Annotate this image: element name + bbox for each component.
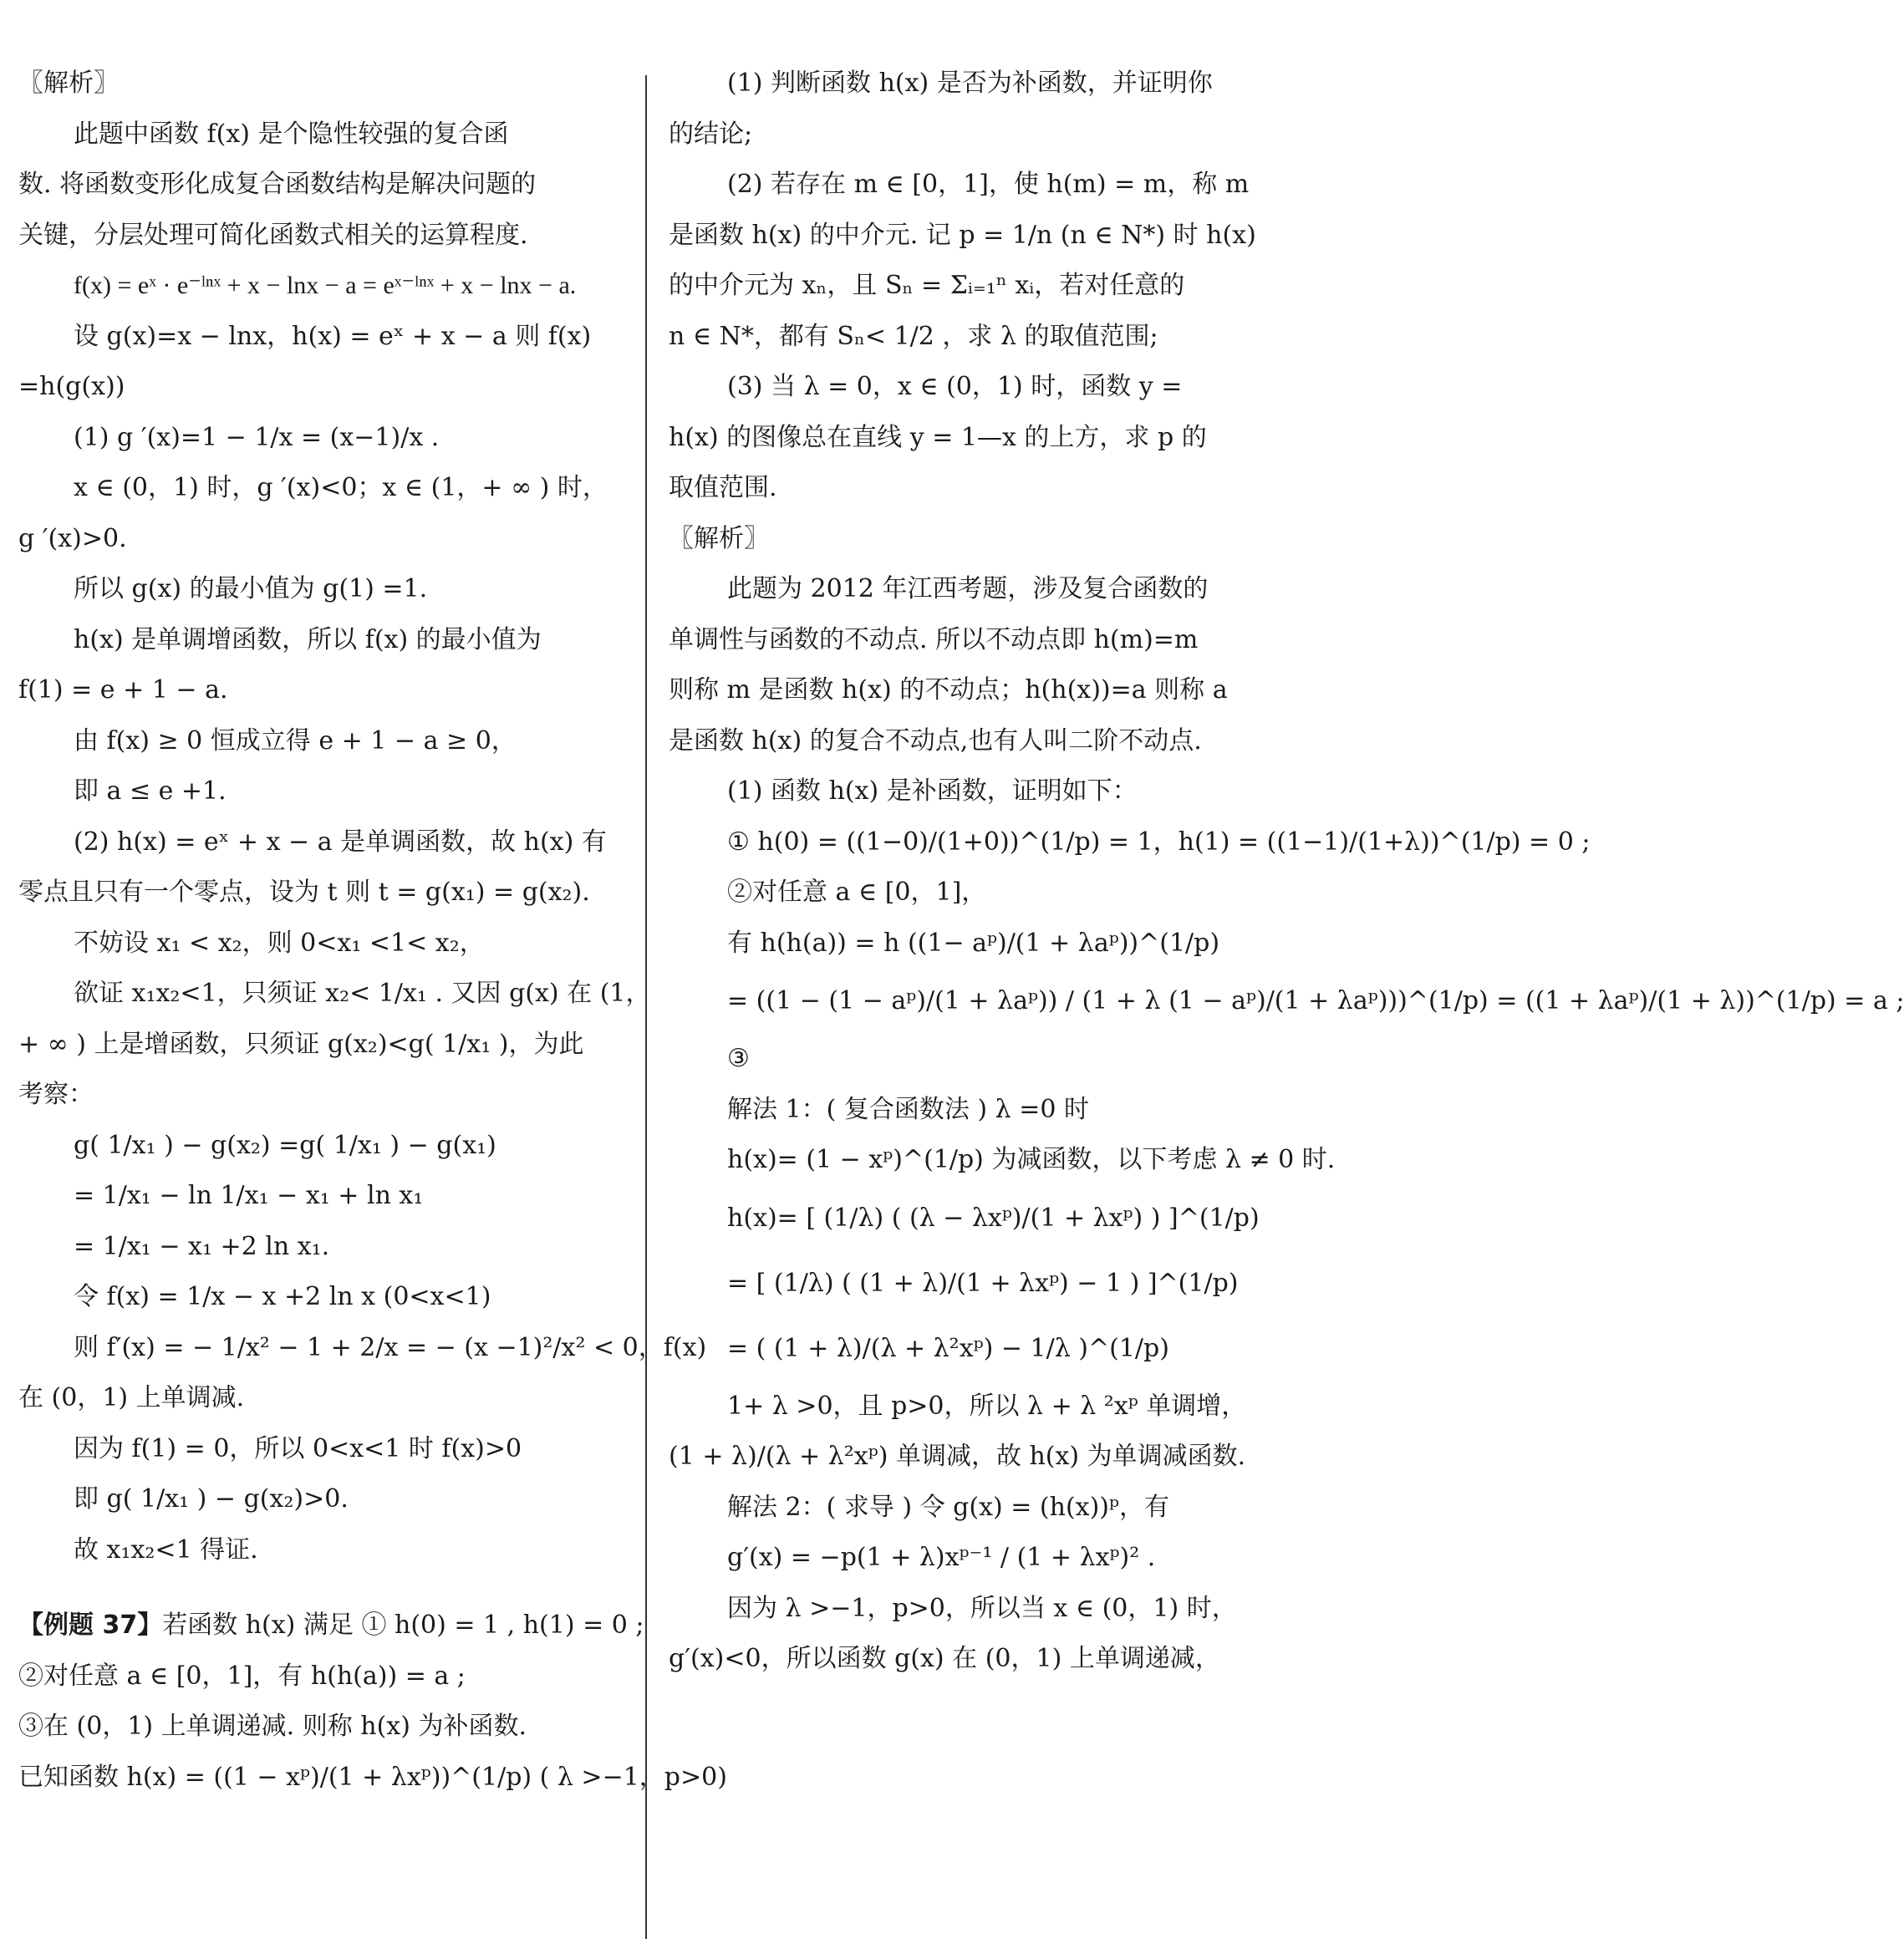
formula-line: = ((1 − (1 − aᵖ)/(1 + λaᵖ)) / (1 + λ (1 − aᵖ)/(1 + λaᵖ)))^(1/p) = ((1 + λaᵖ)/(1 + λ))^(1/p) = a ; <box>727 986 1904 1015</box>
text-line: 1+ λ >0，且 p>0，所以 λ + λ ²xᵖ 单调增， <box>727 1391 1247 1421</box>
text-line: 不妨设 x₁ < x₂，则 0<x₁ <1< x₂， <box>74 928 485 958</box>
formula-line: g′(x) = −p(1 + λ)xᵖ⁻¹ / (1 + λxᵖ)² . <box>727 1543 1156 1572</box>
analysis-heading: 〖解析〗 <box>669 523 769 553</box>
text-line: 考察： <box>18 1080 94 1109</box>
text-line: ③ <box>727 1044 750 1073</box>
text-line: h(x) 是单调增函数，所以 f(x) 的最小值为 <box>74 624 542 654</box>
text-line: =h(g(x)) <box>18 372 125 401</box>
text-line: f(1) = e + 1 − a. <box>18 675 228 705</box>
example-label: 【例题 37】 <box>18 1611 163 1640</box>
text-line: 因为 λ >−1，p>0，所以当 x ∈ (0，1) 时， <box>727 1593 1237 1623</box>
text-line: 解法 1：( 复合函数法 ) λ =0 时 <box>727 1094 1089 1124</box>
right-column <box>669 59 1904 1685</box>
text-line: 此题中函数 f(x) 是个隐性较强的复合函 <box>74 119 509 149</box>
example-first-line <box>18 1600 644 1651</box>
formula-line: h(x)= [ (1/λ) ( (λ − λxᵖ)/(1 + λxᵖ) ) ]^(1/p) <box>727 1203 1260 1233</box>
formula-line: (1 + λ)/(λ + λ²xᵖ) 单调减，故 h(x) 为单调减函数. <box>669 1442 1246 1471</box>
formula-line: g( 1/x₁ ) − g(x₂) =g( 1/x₁ ) − g(x₁) <box>74 1130 496 1160</box>
text-line: 设 g(x)=x − lnx，h(x) = eˣ + x − a 则 f(x) <box>74 321 592 351</box>
text-line: 取值范围. <box>669 473 777 502</box>
text-line: 此题为 2012 年江西考题，涉及复合函数的 <box>727 574 1209 603</box>
text-line: 数. 将函数变形化成复合函数结构是解决问题的 <box>18 170 537 199</box>
example-text: 若函数 h(x) 满足 ① h(0) = 1 , h(1) = 0 ; <box>162 1611 644 1640</box>
formula-line: 有 h(h(a)) = h ((1− aᵖ)/(1 + λaᵖ))^(1/p) <box>727 928 1220 958</box>
text-line: ②对任意 a ∈ [0，1]，有 h(h(a)) = a ; <box>18 1661 466 1691</box>
formula-line: 令 f(x) = 1/x − x +2 ln x (0<x<1) <box>74 1282 491 1311</box>
formula-line: ① h(0) = ((1−0)/(1+0))^(1/p) = 1，h(1) = ((1−1)/(1+λ))^(1/p) = 0 ; <box>727 827 1591 857</box>
analysis-heading: 〖解析〗 <box>18 69 119 98</box>
text-line: 单调性与函数的不动点. 所以不动点即 h(m)=m <box>669 624 1199 654</box>
text-line: 的结论; <box>669 119 753 149</box>
formula-line: h(x)= (1 − xᵖ)^(1/p) 为减函数，以下考虑 λ ≠ 0 时. <box>727 1145 1336 1174</box>
text-line: 的中介元为 xₙ，且 Sₙ = Σᵢ₌₁ⁿ xᵢ，若对任意的 <box>669 271 1185 300</box>
text-line: 解法 2：( 求导 ) 令 g(x) = (h(x))ᵖ，有 <box>727 1492 1169 1522</box>
formula-line: = ( (1 + λ)/(λ + λ²xᵖ) − 1/λ )^(1/p) <box>727 1333 1169 1363</box>
formula-line: = 1/x₁ − x₁ +2 ln x₁. <box>74 1231 330 1261</box>
text-line: 则称 m 是函数 h(x) 的不动点；h(h(x))=a 则称 a <box>669 675 1228 705</box>
text-line: + ∞ ) 上是增函数，只须证 g(x₂)<g( 1/x₁ )，为此 <box>18 1029 584 1059</box>
formula-line: = 1/x₁ − ln 1/x₁ − x₁ + ln x₁ <box>74 1181 424 1210</box>
text-line: (2) h(x) = eˣ + x − a 是单调函数，故 h(x) 有 <box>74 827 607 857</box>
text-line: (1) 判断函数 h(x) 是否为补函数，并证明你 <box>727 69 1213 98</box>
formula-line: (1) g ′(x)=1 − 1/x = (x−1)/x . <box>74 422 440 452</box>
text-line: 在 (0，1) 上单调减. <box>18 1383 245 1412</box>
formula-line: 则 f′(x) = − 1/x² − 1 + 2/x = − (x −1)²/x² < 0，f(x) <box>74 1332 707 1362</box>
text-line: g ′(x)>0. <box>18 523 127 553</box>
text-line: (2) 若存在 m ∈ [0，1]，使 h(m) = m，称 m <box>727 170 1250 199</box>
text-line: 是函数 h(x) 的中介元. 记 p = 1/n (n ∈ N*) 时 h(x) <box>669 220 1256 250</box>
text-line: 欲证 x₁x₂<1，只须证 x₂< 1/x₁ . 又因 g(x) 在 (1， <box>74 979 651 1008</box>
text-line: 因为 f(1) = 0，所以 0<x<1 时 f(x)>0 <box>74 1433 522 1463</box>
text-line: 零点且只有一个零点，设为 t 则 t = g(x₁) = g(x₂). <box>18 878 590 907</box>
text-line: ②对任意 a ∈ [0，1]， <box>727 878 987 907</box>
column-divider <box>645 75 647 1939</box>
text-line: x ∈ (0，1) 时，g ′(x)<0；x ∈ (1，+ ∞ ) 时， <box>74 473 608 502</box>
formula-line: 即 g( 1/x₁ ) − g(x₂)>0. <box>74 1484 349 1514</box>
text-line: 是函数 h(x) 的复合不动点,也有人叫二阶不动点. <box>669 725 1202 756</box>
formula-line: f(x) = eˣ · e⁻ˡⁿˣ + x − lnx − a = eˣ⁻ˡⁿˣ + x − lnx − a. <box>74 272 577 299</box>
text-line: 由 f(x) ≥ 0 恒成立得 e + 1 − a ≥ 0， <box>74 725 517 756</box>
text-line: 即 a ≤ e +1. <box>74 776 227 806</box>
text-line: (1) 函数 h(x) 是补函数，证明如下： <box>727 776 1138 806</box>
text-line: n ∈ N*，都有 Sₙ< 1/2 ，求 λ 的取值范围; <box>669 321 1158 351</box>
text-line: 关键，分层处理可简化函数式相关的运算程度. <box>18 220 528 250</box>
text-line: g′(x)<0，所以函数 g(x) 在 (0，1) 上单调递减， <box>669 1644 1220 1673</box>
formula-line: = [ (1/λ) ( (1 + λ)/(1 + λxᵖ) − 1 ) ]^(1/p) <box>727 1268 1239 1298</box>
formula-line: 已知函数 h(x) = ((1 − xᵖ)/(1 + λxᵖ))^(1/p) ( λ >−1，p>0) <box>18 1762 727 1792</box>
text-line: ③在 (0，1) 上单调递减. 则称 h(x) 为补函数. <box>18 1712 527 1741</box>
text-line: (3) 当 λ = 0，x ∈ (0，1) 时，函数 y = <box>727 372 1183 401</box>
section-gap <box>18 1575 629 1600</box>
text-line: h(x) 的图像总在直线 y = 1—x 的上方，求 p 的 <box>669 422 1207 452</box>
text-line: 故 x₁x₂<1 得证. <box>74 1534 258 1565</box>
text-line: 所以 g(x) 的最小值为 g(1) =1. <box>74 574 428 603</box>
